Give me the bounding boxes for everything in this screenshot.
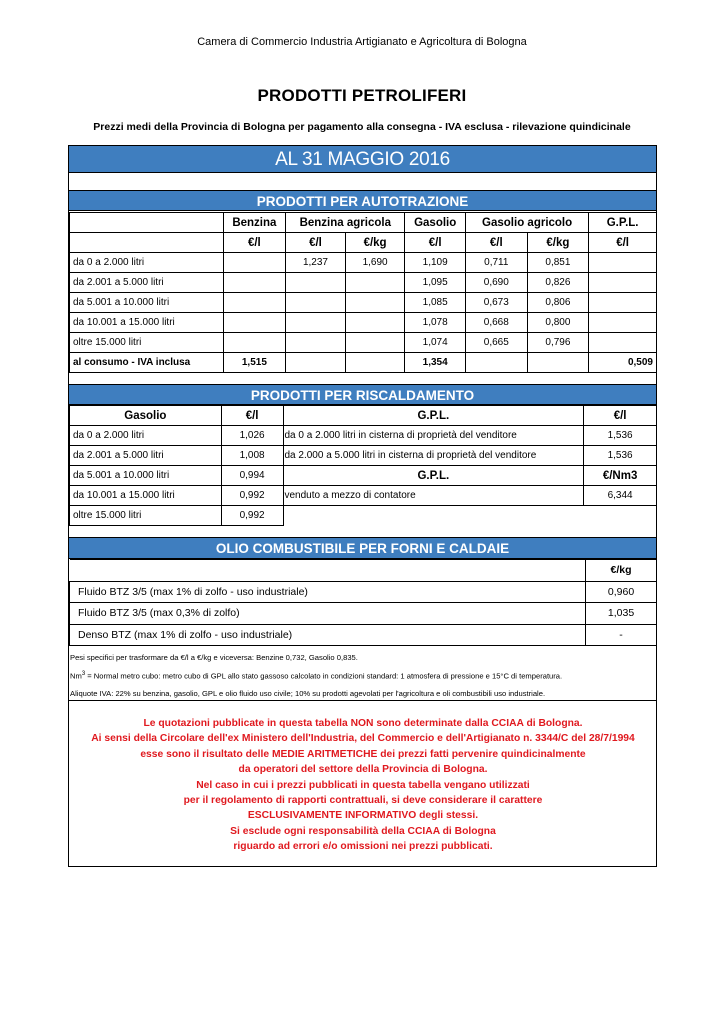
section-olio-title: OLIO COMBUSTIBILE PER FORNI E CALDAIE [69,537,656,559]
price-cell: 0,796 [527,333,589,353]
price-cell: 0,800 [527,313,589,333]
price-cell: 6,344 [584,486,657,506]
price-cell [223,293,286,313]
price-cell: 1,237 [286,253,346,273]
row-label: da 10.001 a 15.000 litri [70,313,224,333]
row-label: al consumo - IVA inclusa [70,353,224,373]
table-row [70,446,657,466]
unit-cell: €/l [223,233,286,253]
disclaimer-line: ESCLUSIVAMENTE INFORMATIVO degli stessi. [247,810,479,822]
unit-cell: €/l [286,233,346,253]
gpl-row-label: venduto a mezzo di contatore [283,486,584,506]
price-cell: 1,026 [221,426,283,446]
autotrazione-table [69,212,657,373]
col-header-gpl: G.P.L. [283,406,584,426]
price-cell [345,313,405,333]
price-cell [223,313,286,333]
note-nm3-prefix: Nm [70,671,82,681]
unit-cell: €/l [584,406,657,426]
col-header-benzina-agricola: Benzina agricola [286,213,405,233]
price-cell [589,273,657,293]
unit-blank-cell [70,233,224,253]
table-header-row [70,406,657,426]
table-row [70,273,657,293]
price-cell [345,293,405,313]
col-header-gasolio-agricolo: Gasolio agricolo [465,213,588,233]
price-cell: 0,960 [586,581,657,603]
empty-cell [345,353,405,373]
unit-cell: €/kg [586,560,657,582]
table-row [70,466,657,486]
price-cell: 0,665 [465,333,527,353]
section-riscaldamento-title: PRODOTTI PER RISCALDAMENTO [69,384,656,405]
gpl-row-label: da 2.000 a 5.000 litri in cisterna di proprietà del venditore [283,446,584,466]
col-header-gasolio: Gasolio [405,213,466,233]
unit-cell: €/kg [345,233,405,253]
col-header-gasolio: Gasolio [70,406,222,426]
price-cell: 1,085 [405,293,466,313]
price-cell: 0,711 [465,253,527,273]
disclaimer-line: riguardo ad errori e/o omissioni nei prezzi pubblicati. [233,841,493,853]
row-label: da 2.001 a 5.000 litri [70,273,224,293]
col-header-gpl-nm3: G.P.L. [283,466,584,486]
table-header-row [70,213,657,233]
price-cell: 0,994 [221,466,283,486]
row-label: da 5.001 a 10.000 litri [70,293,224,313]
empty-cell [286,353,346,373]
note-nm3-text: = Normal metro cubo: metro cubo di GPL allo stato gassoso calcolato in condizioni standard: 1 atmosfera di pressione e 15°C di temperatura. [85,671,563,681]
price-cell: 1,109 [405,253,466,273]
row-label: da 0 a 2.000 litri [70,253,224,273]
empty-cell [465,353,527,373]
price-cell: 1,035 [586,603,657,625]
table-row [70,506,657,526]
price-cell: 1,536 [584,446,657,466]
footnotes [70,649,655,702]
price-cell: 0,668 [465,313,527,333]
disclaimer [69,716,657,855]
price-cell [286,333,346,353]
divider [69,700,657,701]
table-unit-row [70,233,657,253]
table-row [70,603,657,625]
price-cell [286,293,346,313]
table-row [70,313,657,333]
price-cell: 1,690 [345,253,405,273]
note-iva: Aliquote IVA: 22% su benzina, gasolio, GPL e olio fluido uso civile; 10% su prodotti agevolati per l'agricoltura e oli combustibili uso industriale. [70,688,546,698]
price-cell: 0,851 [527,253,589,273]
header-blank-cell [70,213,224,233]
price-cell: 1,078 [405,313,466,333]
price-cell [223,253,286,273]
price-cell: 1,354 [405,353,466,373]
disclaimer-line: esse sono il risultato delle MEDIE ARITMETICHE dei prezzi fatti pervenire quindicinalmente [140,748,586,760]
row-label: oltre 15.000 litri [70,506,222,526]
unit-cell: €/l [221,406,283,426]
disclaimer-line: Nel caso in cui i prezzi pubblicati in questa tabella vengano utilizzati [196,779,530,791]
table-row [70,624,657,646]
table-row [70,253,657,273]
table-row [70,293,657,313]
note-pesi: Pesi specifici per trasformare da €/l a €/kg e viceversa: Benzine 0,732, Gasolio 0,835. [70,653,358,662]
price-cell [223,273,286,293]
price-cell: - [586,624,657,646]
price-cell: 0,992 [221,486,283,506]
unit-cell: €/Nm3 [584,466,657,486]
gpl-row-label: da 0 a 2.000 litri in cisterna di proprietà del venditore [283,426,584,446]
row-label: oltre 15.000 litri [70,333,224,353]
page-subtitle: Prezzi medi della Provincia di Bologna per pagamento alla consegna - IVA esclusa - rilevazione quindicinale [93,121,631,133]
disclaimer-line: Le quotazioni pubblicate in questa tabella NON sono determinate dalla CCIAA di Bologna. [143,718,583,729]
empty-cell [584,506,657,526]
row-label: da 5.001 a 10.000 litri [70,466,222,486]
table-row [70,426,657,446]
price-cell: 1,008 [221,446,283,466]
price-cell [589,253,657,273]
header-blank-cell [70,560,586,582]
note-nm3-sup: 3 [81,671,86,677]
section-autotrazione-title: PRODOTTI PER AUTOTRAZIONE [69,190,656,211]
row-label: Denso BTZ (max 1% di zolfo - uso industriale) [70,624,586,646]
price-cell: 0,690 [465,273,527,293]
date-banner: AL 31 MAGGIO 2016 [69,146,656,173]
consumo-row [70,353,657,373]
row-label: Fluido BTZ 3/5 (max 1% di zolfo - uso industriale) [70,581,586,603]
price-cell [589,293,657,313]
riscaldamento-table [69,405,657,526]
unit-cell: €/l [465,233,527,253]
disclaimer-line: Ai sensi della Circolare dell'ex Ministero dell'Industria, del Commercio e dell'Artigianato n. 3344/C del 28/7/1994 [91,733,635,745]
table-row [70,486,657,506]
price-cell: 1,074 [405,333,466,353]
price-cell: 0,673 [465,293,527,313]
empty-cell [527,353,589,373]
unit-cell: €/kg [527,233,589,253]
price-cell [223,333,286,353]
price-cell [345,273,405,293]
price-cell: 0,509 [589,353,657,373]
col-header-gpl: G.P.L. [589,213,657,233]
price-cell [286,273,346,293]
price-cell: 1,536 [584,426,657,446]
disclaimer-line: da operatori del settore della Provincia di Bologna. [238,764,488,776]
olio-table [69,559,657,646]
chamber-header: Camera di Commercio Industria Artigianato e Agricoltura di Bologna [197,36,527,48]
table-header-row [70,560,657,582]
note-nm3 [70,666,655,685]
price-cell: 0,806 [527,293,589,313]
price-cell [589,313,657,333]
disclaimer-line: per il regolamento di rapporti contrattuali, si deve considerare il carattere [183,795,543,807]
unit-cell: €/l [589,233,657,253]
row-label: Fluido BTZ 3/5 (max 0,3% di zolfo) [70,603,586,625]
col-header-benzina: Benzina [223,213,286,233]
table-row [70,581,657,603]
row-label: da 0 a 2.000 litri [70,426,222,446]
price-cell: 1,515 [223,353,286,373]
price-cell [345,333,405,353]
disclaimer-line: Si esclude ogni responsabilità della CCIAA di Bologna [230,825,496,837]
page-title: PRODOTTI PETROLIFERI [257,86,467,105]
table-row [70,333,657,353]
price-cell [589,333,657,353]
unit-cell: €/l [405,233,466,253]
empty-cell [283,506,584,526]
row-label: da 10.001 a 15.000 litri [70,486,222,506]
price-cell [286,313,346,333]
price-cell: 1,095 [405,273,466,293]
price-cell: 0,992 [221,506,283,526]
price-cell: 0,826 [527,273,589,293]
row-label: da 2.001 a 5.000 litri [70,446,222,466]
